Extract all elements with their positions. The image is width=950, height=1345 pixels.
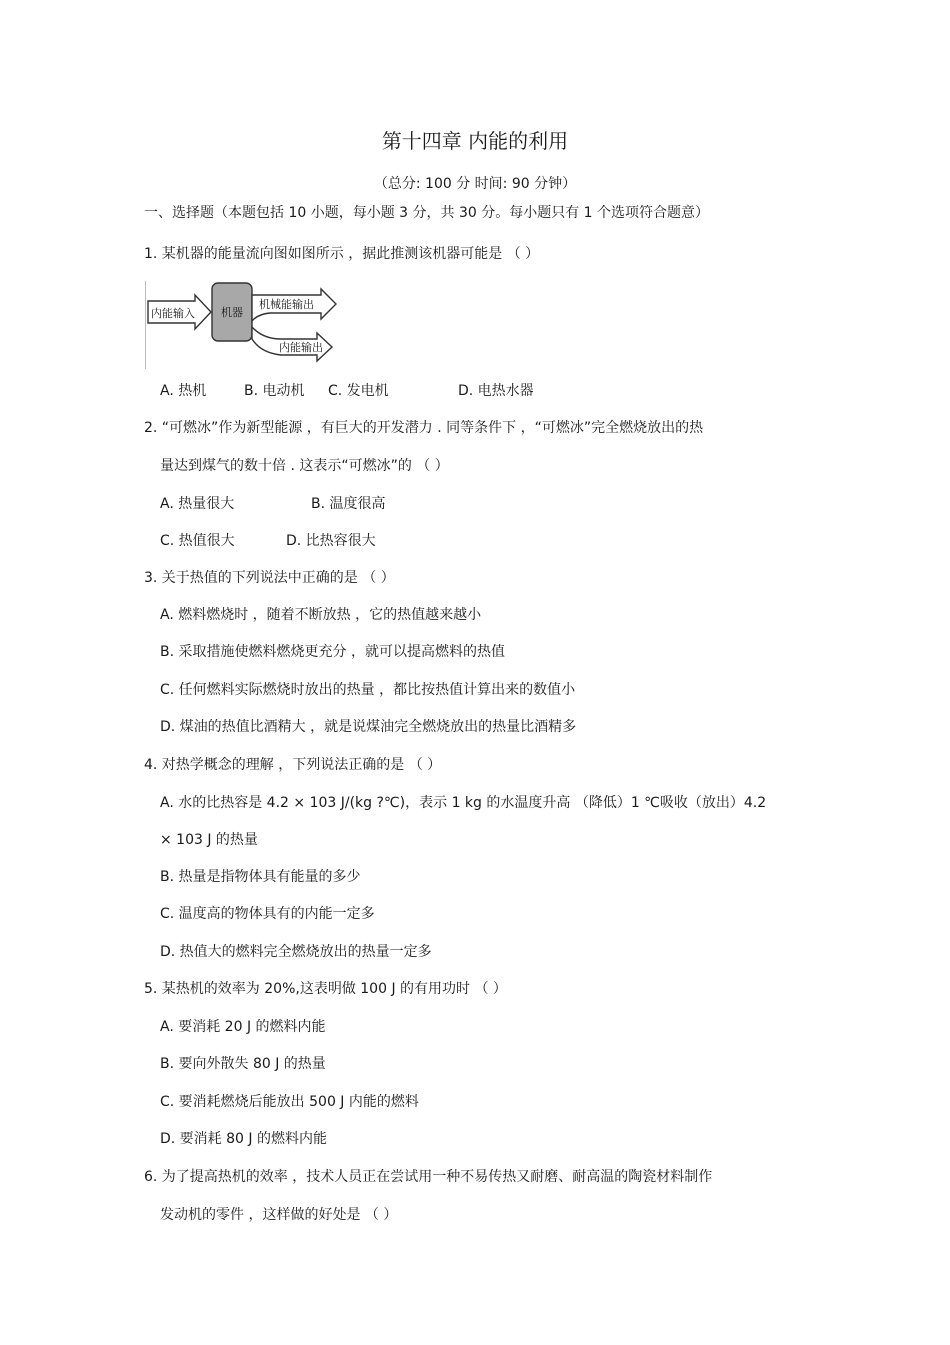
q2-option-d[interactable]: D. 比热容很大	[286, 533, 376, 549]
q5-option-c[interactable]: C. 要消耗燃烧后能放出 500 J 内能的燃料	[160, 1094, 419, 1110]
q1-option-d[interactable]: D. 电热水器	[458, 383, 534, 399]
q5-option-b[interactable]: B. 要向外散失 80 J 的热量	[160, 1056, 326, 1072]
question-6-stem-line1: 6. 为了提高热机的效率 ，技术人员正在尝试用一种不易传热又耐磨、耐高温的陶瓷材料制作	[144, 1169, 713, 1185]
q2-option-a[interactable]: A. 热量很大	[160, 496, 235, 512]
machine-label: 机器	[221, 306, 243, 319]
q1-option-a[interactable]: A. 热机	[160, 383, 207, 399]
q5-option-d[interactable]: D. 要消耗 80 J 的燃料内能	[160, 1131, 327, 1147]
q4-option-d[interactable]: D. 热值大的燃料完全燃烧放出的热量一定多	[160, 944, 432, 960]
q3-option-a[interactable]: A. 燃料燃烧时 ，随着不断放热 ，它的热值越来越小	[160, 607, 482, 623]
question-3-stem: 3. 关于热值的下列说法中正确的是 （ ）	[144, 570, 395, 586]
question-2-options-row2	[160, 534, 376, 548]
q2-option-c[interactable]: C. 热值很大	[160, 533, 235, 549]
section-heading: 一、选择题（本题包括 10 小题，每小题 3 分，共 30 分。每小题只有 1 个选项符合题意）	[144, 205, 710, 221]
q3-option-b[interactable]: B. 采取措施使燃料燃烧更充分 ，就可以提高燃料的热值	[160, 644, 505, 660]
internal-output-label: 内能输出	[279, 341, 323, 354]
energy-flow-diagram	[145, 281, 339, 369]
question-1-stem: 1. 某机器的能量流向图如图所示 ，据此推测该机器可能是 （ ）	[144, 246, 540, 262]
q4-option-a-line1[interactable]: A. 水的比热容是 4.2 × 103 J/(kg ?℃)，表示 1 kg 的水温度升高 （降低）1 ℃吸收（放出）4.2	[160, 795, 767, 811]
q3-option-c[interactable]: C. 任何燃料实际燃烧时放出的热量 ，都比按热值计算出来的数值小	[160, 682, 576, 698]
question-4-stem: 4. 对热学概念的理解 ，下列说法正确的是 （ ）	[144, 757, 442, 773]
question-6-stem-line2: 发动机的零件 ，这样做的好处是 （ ）	[160, 1207, 398, 1223]
q4-option-a-line2: × 103 J 的热量	[160, 832, 258, 848]
q1-option-b[interactable]: B. 电动机	[244, 383, 305, 399]
question-2-stem-line2: 量达到煤气的数十倍 . 这表示“可燃冰”的 （ ）	[160, 458, 449, 474]
question-2-options-row1	[160, 497, 386, 511]
question-5-stem: 5. 某热机的效率为 20%,这表明做 100 J 的有用功时 （ ）	[144, 981, 507, 997]
q4-option-b[interactable]: B. 热量是指物体具有能量的多少	[160, 869, 361, 885]
q3-option-d[interactable]: D. 煤油的热值比酒精大 ，就是说煤油完全燃烧放出的热量比酒精多	[160, 719, 577, 735]
question-1-options	[160, 384, 534, 398]
q4-option-c[interactable]: C. 温度高的物体具有的内能一定多	[160, 906, 375, 922]
page-title: 第十四章 内能的利用	[381, 129, 569, 153]
q5-option-a[interactable]: A. 要消耗 20 J 的燃料内能	[160, 1019, 326, 1035]
q2-option-b[interactable]: B. 温度很高	[311, 496, 386, 512]
question-2-stem-line1: 2. “可燃冰”作为新型能源 ，有巨大的开发潜力 . 同等条件下 ，“可燃冰”完全燃烧放出的热	[144, 420, 704, 436]
q1-option-c[interactable]: C. 发电机	[328, 383, 389, 399]
input-arrow-label: 内能输入	[151, 307, 195, 320]
mechanical-output-label: 机械能输出	[259, 298, 314, 311]
page-subtitle: （总分: 100 分 时间: 90 分钟）	[373, 176, 577, 192]
